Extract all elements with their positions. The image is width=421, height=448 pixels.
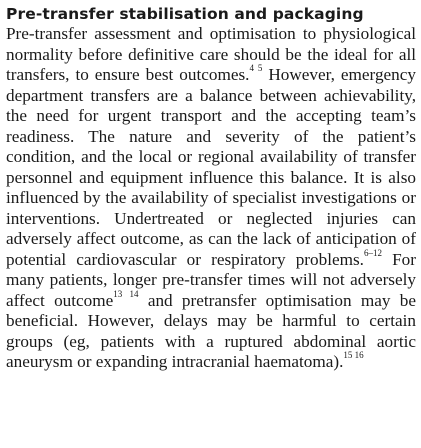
citation-ref-2: 6–12 bbox=[363, 247, 382, 258]
document-page bbox=[6, 4, 416, 373]
paragraph-text-4: and pretransfer optimisation may be beneficial. However, delays may be harmful to certain groups (eg, patients with a ruptured abdominal aortic aneurysm or expanding intracranial haematoma). bbox=[6, 290, 417, 371]
citation-ref-3: 13 14 bbox=[113, 288, 139, 299]
paragraph-text-1: Pre-transfer assessment and optimisation to physiological normality before definitive care should be the ideal for all transfers, to ensure best outcomes. bbox=[6, 24, 416, 84]
section-heading: Pre-transfer stabilisation and packaging bbox=[6, 5, 364, 23]
paragraph-text-2: However, emergency department transfers are a balance between achievability, the need for urgent transport and the accepting team’s readiness. The nature and severity of the patient’s condition, and the local or regional availability of transfer personnel and equipment influence this balance. It is also influenced by the availability of specialist investigations or interventions. Undertreated or neglected injuries can adversely affect outcome, as can the lack of anticipation of potential cardiovascular or respiratory problems. bbox=[6, 65, 416, 269]
section-paragraph bbox=[6, 24, 416, 373]
citation-ref-1: 4 5 bbox=[249, 63, 263, 74]
citation-ref-4: 15 16 bbox=[343, 350, 364, 361]
paragraph-text-3: For many patients, longer pre-transfer times will not adversely affect outcome bbox=[6, 249, 416, 310]
